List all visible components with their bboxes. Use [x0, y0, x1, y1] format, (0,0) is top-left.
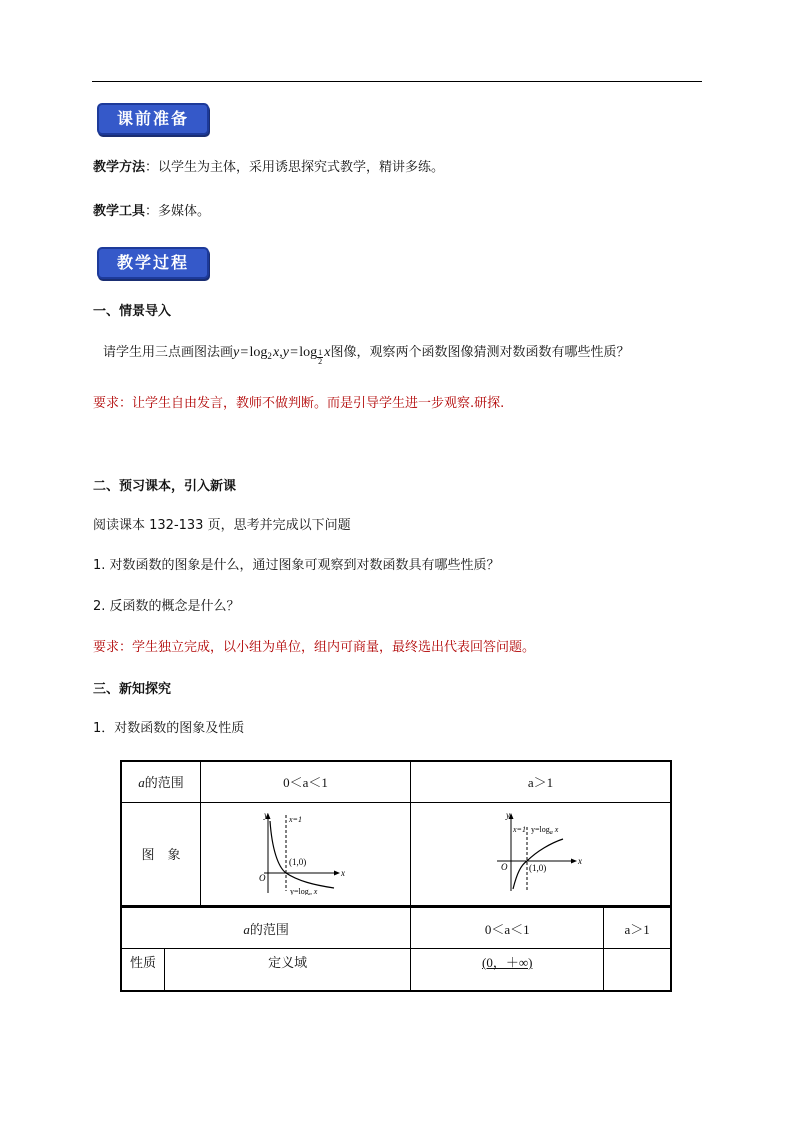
tools-text: ：多媒体。: [145, 204, 211, 219]
svg-text:y=loga x: $y=\log_a$ x: [289, 886, 317, 895]
property-table: [120, 907, 672, 992]
part1-intro-before: 请学生用三点画图法画: [103, 345, 234, 360]
range-header-cell: a的范围: [121, 761, 201, 802]
badge-process: 教学过程: [97, 247, 209, 279]
tools-line: [93, 203, 210, 221]
part2-q1: 1. 对数函数的图象是什么，通过图象可观察到对数函数具有哪些性质？: [93, 558, 500, 573]
header-rule: [92, 81, 702, 82]
svg-text:O: O: [500, 861, 507, 872]
part2-q2: 2. 反函数的概念是什么？: [93, 599, 240, 614]
part2-requirement: 要求：学生独立完成，以小组为单位，组内可商量，最终选出代表回答问题。: [93, 640, 536, 655]
range-header-cell-2: a的范围: [121, 908, 411, 949]
method-line: [93, 159, 444, 177]
property-col2: a＞1: [604, 908, 671, 949]
svg-text:y: y: [505, 809, 510, 820]
part3-heading: 三、新知探究: [93, 682, 172, 697]
svg-text:y: y: [263, 809, 268, 820]
domain-value: (0，＋∞): [481, 955, 533, 970]
graph-cell-2: [411, 802, 672, 906]
svg-text:(1,0): (1,0): [528, 862, 546, 873]
domain-value-cell: [411, 949, 604, 991]
svg-text:y=loga x: $y=\log_a$ x: [530, 824, 558, 836]
part2-heading: 二、预习课本，引入新课: [93, 479, 237, 494]
graph-table: [120, 760, 672, 907]
part2-reading: 阅读课本 132-133 页，思考并完成以下问题: [93, 518, 351, 533]
property-label: 性质: [121, 949, 165, 991]
part1-intro: [103, 344, 630, 366]
tools-label: 教学工具: [93, 204, 146, 219]
range-col2: a＞1: [411, 761, 672, 802]
method-text: ：以学生为主体，采用诱思探究式教学，精讲多练。: [145, 160, 445, 175]
badge-pre-class: 课前准备: [97, 103, 209, 135]
svg-text:O: O: [258, 872, 265, 883]
graph-label: 图 象: [121, 802, 201, 906]
svg-text:x=1: x=1: [512, 824, 526, 834]
range-col1: 0＜a＜1: [201, 761, 411, 802]
svg-text:(1,0): (1,0): [288, 856, 306, 867]
property-col1: 0＜a＜1: [411, 908, 604, 949]
svg-text:x: x: [577, 855, 582, 866]
svg-text:x: x: [340, 867, 345, 878]
graph-increasing-log: [491, 809, 591, 895]
domain-value-cell-2: [604, 949, 671, 991]
part1-intro-after: 图像，观察两个函数图像猜测对数函数有哪些性质？: [330, 345, 630, 360]
part1-heading: 一、情景导入: [93, 304, 172, 319]
formula-log2: y = $\log_2$ x,y = log $\frac{1}{2}$ x: [233, 345, 331, 366]
graph-decreasing-log: [256, 809, 356, 895]
part1-requirement: 要求：让学生自由发言，教师不做判断。而是引导学生进一步观察.研探.: [93, 396, 505, 411]
method-label: 教学方法: [93, 160, 146, 175]
graph-cell-1: [201, 802, 411, 906]
svg-text:x=1: x=1: [288, 814, 302, 824]
part3-item1: 1．对数函数的图象及性质: [93, 721, 245, 736]
domain-label: 定义域: [165, 949, 411, 991]
